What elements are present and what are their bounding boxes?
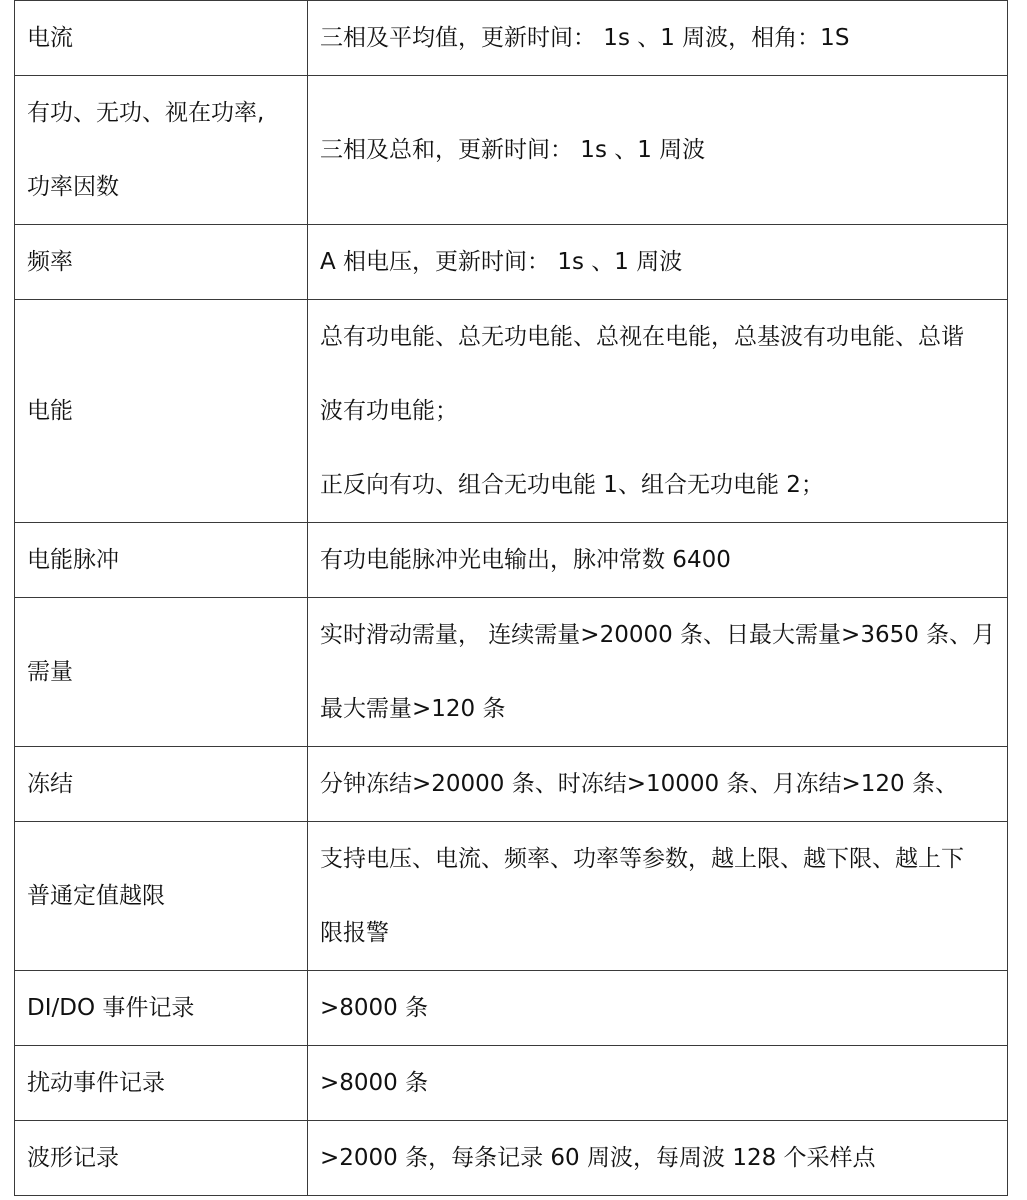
param-value-line: 有功电能脉冲光电输出，脉冲常数 6400 <box>320 547 731 573</box>
param-value-line: 三相及平均值，更新时间： 1s 、1 周波，相角：1S <box>320 25 850 51</box>
table-row <box>15 822 1008 971</box>
table-row <box>15 523 1008 598</box>
param-name-text: 需量 <box>27 659 73 685</box>
param-name-text: 功率因数 <box>27 174 119 200</box>
param-name-text: 波形记录 <box>27 1145 119 1171</box>
table-row <box>15 1 1008 76</box>
spec-table <box>14 0 1008 1196</box>
param-value-line: >8000 条 <box>320 1070 429 1096</box>
param-value-line: 波有功电能； <box>320 398 458 424</box>
param-value-line: 正反向有功、组合无功电能 1、组合无功电能 2； <box>320 472 824 498</box>
param-value-line: 实时滑动需量， 连续需量>20000 条、日最大需量>3650 条、月 <box>320 622 996 648</box>
table-row <box>15 300 1008 523</box>
table-row <box>15 598 1008 747</box>
param-name-text: 普通定值越限 <box>27 883 165 909</box>
param-value-line: A 相电压，更新时间： 1s 、1 周波 <box>320 249 683 275</box>
param-value-line: >8000 条 <box>320 995 429 1021</box>
param-name <box>15 598 308 747</box>
param-value-line: 限报警 <box>320 920 389 946</box>
param-value-line: >2000 条，每条记录 60 周波，每周波 128 个采样点 <box>320 1145 876 1171</box>
param-name <box>15 822 308 971</box>
param-value <box>308 971 1008 1046</box>
param-name <box>15 1046 308 1121</box>
param-name <box>15 225 308 300</box>
table-row <box>15 1121 1008 1196</box>
param-value <box>308 76 1008 225</box>
param-name <box>15 76 308 225</box>
param-value <box>308 1046 1008 1121</box>
param-name-text: DI/DO 事件记录 <box>27 995 195 1021</box>
param-name-text: 电能 <box>27 398 73 424</box>
param-value <box>308 300 1008 523</box>
param-name-text: 电流 <box>27 25 73 51</box>
table-row <box>15 225 1008 300</box>
param-name-text: 频率 <box>27 249 73 275</box>
param-name <box>15 300 308 523</box>
param-value <box>308 822 1008 971</box>
param-value-line: 支持电压、电流、频率、功率等参数，越上限、越下限、越上下 <box>320 846 964 872</box>
param-name <box>15 523 308 598</box>
param-value <box>308 747 1008 822</box>
param-value-line: 总有功电能、总无功电能、总视在电能，总基波有功电能、总谐 <box>320 324 964 350</box>
param-value <box>308 225 1008 300</box>
table-row <box>15 747 1008 822</box>
table-row <box>15 971 1008 1046</box>
param-name <box>15 1 308 76</box>
param-value-line: 最大需量>120 条 <box>320 696 506 722</box>
param-name-text: 有功、无功、视在功率, <box>27 100 265 126</box>
param-value <box>308 523 1008 598</box>
param-name <box>15 747 308 822</box>
param-value <box>308 598 1008 747</box>
param-value-line: 分钟冻结>20000 条、时冻结>10000 条、月冻结>120 条、 <box>320 771 958 797</box>
param-name-text: 冻结 <box>27 771 73 797</box>
param-value-line: 三相及总和，更新时间： 1s 、1 周波 <box>320 137 706 163</box>
param-value <box>308 1 1008 76</box>
param-name-text: 电能脉冲 <box>27 547 119 573</box>
param-value <box>308 1121 1008 1196</box>
param-name <box>15 1121 308 1196</box>
table-row <box>15 76 1008 225</box>
table-row <box>15 1046 1008 1121</box>
param-name <box>15 971 308 1046</box>
param-name-text: 扰动事件记录 <box>27 1070 165 1096</box>
